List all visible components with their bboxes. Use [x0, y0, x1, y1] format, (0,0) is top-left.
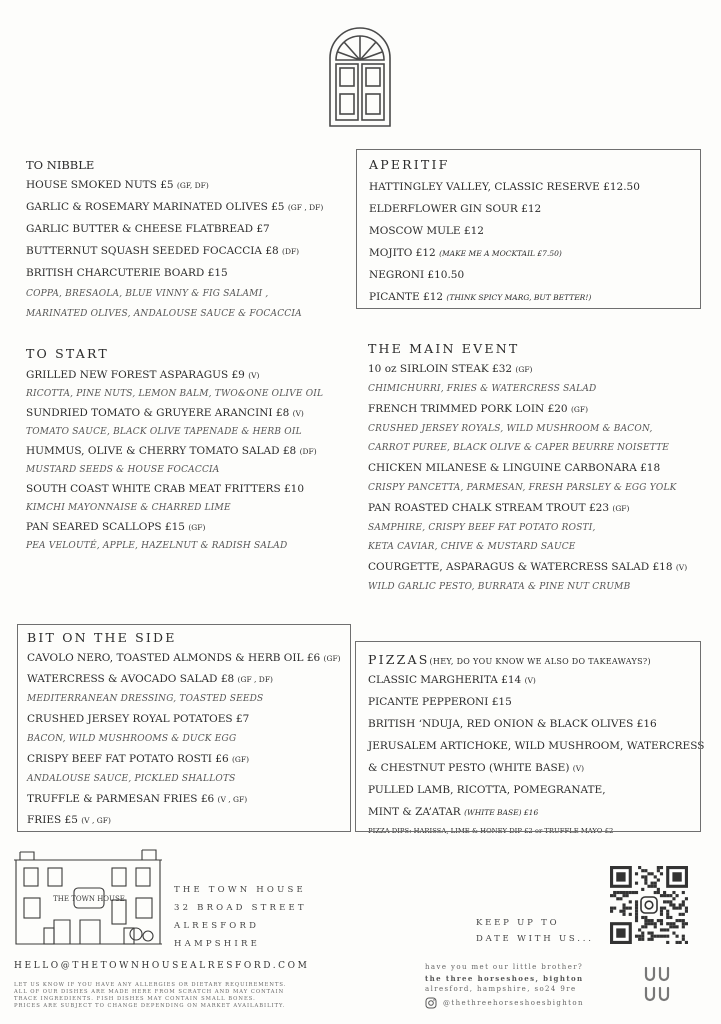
menu-item — [26, 406, 323, 421]
address-line-4: HAMPSHIRE — [174, 939, 260, 949]
menu-item-tag: (GF , DF) — [237, 675, 273, 684]
menu-item-description: PEA VELOUTÉ, APPLE, HAZELNUT & RADISH SALAD — [26, 541, 288, 551]
menu-item — [27, 752, 341, 767]
menu-item-name: HUMMUS, OLIVE & CHERRY TOMATO SALAD £8 — [26, 445, 297, 457]
menu-item-tag: (GF) — [515, 365, 533, 374]
address-line-1: THE TOWN HOUSE — [174, 885, 306, 895]
brother-line-3: alresford, hampshire, so24 9re — [425, 985, 577, 993]
menu-item-description: WILD GARLIC PESTO, BURRATA & PINE NUT CRUMB — [368, 582, 631, 592]
menu-item — [368, 362, 687, 377]
menu-item — [26, 444, 323, 459]
menu-item-description: RICOTTA, PINE NUTS, LEMON BALM, TWO&ONE OLIVE OIL — [26, 389, 324, 399]
pizza-dips: PIZZA DIPS: HARISSA, LIME & HONEY DIP £2 or TRUFFLE MAYO £2 — [368, 827, 614, 835]
pizzas-subtitle: (HEY, DO YOU KNOW WE ALSO DO TAKEAWAYS?) — [429, 657, 651, 666]
menu-item-name: CRISPY BEEF FAT POTATO ROSTI £6 — [27, 753, 229, 765]
door-logo — [322, 20, 398, 130]
menu-item-name: HATTINGLEY VALLEY, CLASSIC RESERVE £12.50 — [369, 181, 640, 193]
menu-item — [368, 560, 687, 575]
notice-line-3: TRACE INGREDIENTS. FISH DISHES MAY CONTAIN SMALL BONES. — [14, 996, 256, 1002]
menu-item-name: & CHESTNUT PESTO (WHITE BASE) — [368, 762, 570, 774]
menu-item-name: PICANTE £12 — [369, 291, 444, 303]
menu-item — [27, 651, 341, 666]
menu-item-name: GARLIC & ROSEMARY MARINATED OLIVES £5 — [26, 201, 285, 213]
menu-item-name: SUNDRIED TOMATO & GRUYERE ARANCINI £8 — [26, 407, 290, 419]
menu-item — [369, 224, 640, 239]
menu-item-description: CRUSHED JERSEY ROYALS, WILD MUSHROOM & BACON, — [368, 424, 653, 434]
menu-item-name: GARLIC BUTTER & CHEESE FLATBREAD £7 — [26, 223, 270, 235]
menu-item-name: 10 oz SIRLOIN STEAK £32 — [368, 363, 513, 375]
menu-item-tag: (GF) — [188, 523, 206, 532]
horseshoes-logo — [642, 966, 684, 1006]
townhouse-sketch — [14, 848, 164, 950]
menu-item-tag: (GF) — [612, 504, 630, 513]
menu-item-description: SAMPHIRE, CRISPY BEEF FAT POTATO ROSTI, — [368, 523, 596, 533]
aperitif-box — [356, 149, 701, 309]
pizzas-box — [355, 641, 701, 832]
menu-item — [26, 482, 323, 497]
menu-item-tag: (V , GF) — [217, 795, 248, 804]
notice-line-4: PRICES ARE SUBJECT TO CHANGE DEPENDING ON MARKET AVAILABILITY. — [14, 1003, 286, 1009]
menu-item — [26, 222, 323, 237]
menu-item-tag: (V) — [292, 409, 304, 418]
menu-item-tag: (DF) — [299, 447, 317, 456]
menu-item — [368, 461, 687, 476]
menu-item — [27, 712, 341, 727]
allergy-notice — [14, 982, 286, 1010]
menu-item-tag: (GF) — [570, 405, 589, 414]
menu-item-description: CARROT PUREE, BLACK OLIVE & CAPER BEURRE NOISETTE — [368, 443, 670, 453]
menu-item-tag: (V) — [248, 371, 260, 380]
menu-item-name: BRITISH CHARCUTERIE BOARD £15 — [26, 267, 228, 279]
menu-item-tag: (GF, DF) — [176, 181, 209, 190]
menu-item — [369, 290, 640, 305]
menu-item-name: PULLED LAMB, RICOTTA, POMEGRANATE, — [368, 784, 606, 796]
menu-item-description: TOMATO SAUCE, BLACK OLIVE TAPENADE & HERB OIL — [26, 427, 302, 437]
qr-code[interactable] — [610, 866, 688, 944]
menu-item-description: MARINATED OLIVES, ANDALOUSE SAUCE & FOCACCIA — [26, 309, 302, 319]
menu-item-tag: (V) — [572, 764, 585, 773]
keep-up-block — [476, 915, 594, 947]
brother-line-2: the three horseshoes, bighton — [425, 974, 584, 983]
brother-instagram[interactable]: @thethreehorseshoesbighton — [443, 998, 584, 1007]
to-start-section — [26, 346, 323, 558]
menu-item-name: GRILLED NEW FOREST ASPARAGUS £9 — [26, 369, 245, 381]
menu-item — [368, 501, 687, 516]
menu-item — [369, 180, 640, 195]
menu-item — [369, 268, 640, 283]
section-title-start: TO START — [26, 346, 109, 361]
section-title-side: BIT ON THE SIDE — [27, 630, 177, 645]
notice-line-1: LET US KNOW IF YOU HAVE ANY ALLERGIES OR DIETARY REQUIREMENTS. — [14, 982, 287, 988]
menu-item-description: COPPA, BRESAOLA, BLUE VINNY & FIG SALAMI , — [26, 289, 269, 299]
menu-item — [27, 813, 341, 828]
menu-item-tag: (GF) — [231, 755, 250, 764]
email-link[interactable]: HELLO@THETOWNHOUSEALRESFORD.COM — [14, 961, 310, 971]
menu-item-description: BACON, WILD MUSHROOMS & DUCK EGG — [27, 734, 237, 744]
menu-item-name: MINT & ZA’ATAR — [368, 806, 461, 818]
menu-item-description: KIMCHI MAYONNAISE & CHARRED LIME — [26, 503, 231, 513]
menu-item-name: SOUTH COAST WHITE CRAB MEAT FRITTERS £10 — [26, 483, 305, 495]
menu-item — [368, 402, 687, 417]
address-block — [174, 881, 307, 953]
menu-item-name: JERUSALEM ARTICHOKE, WILD MUSHROOM, WATERCRESS — [368, 740, 705, 752]
menu-item — [27, 792, 341, 807]
keep-up-line-1: KEEP UP TO — [476, 918, 560, 928]
menu-item-description: KETA CAVIAR, CHIVE & MUSTARD SAUCE — [368, 542, 576, 552]
menu-item-name: PAN ROASTED CHALK STREAM TROUT £23 — [368, 502, 610, 514]
menu-item-name: BRITISH ‘NDUJA, RED ONION & BLACK OLIVES £16 — [368, 718, 657, 730]
address-line-3: ALRESFORD — [174, 921, 260, 931]
menu-item-description: ANDALOUSE SAUCE, PICKLED SHALLOTS — [27, 774, 236, 784]
main-event-section — [368, 341, 687, 600]
menu-item-description: MEDITERRANEAN DRESSING, TOASTED SEEDS — [27, 694, 264, 704]
menu-item-tag: (DF) — [282, 247, 300, 256]
keep-up-line-2: DATE WITH US... — [476, 934, 594, 944]
menu-item — [26, 368, 323, 383]
menu-item-description: CRISPY PANCETTA, PARMESAN, FRESH PARSLEY & EGG YOLK — [368, 483, 677, 493]
section-title-aperitif: APERITIF — [369, 157, 450, 172]
menu-item-name: WATERCRESS & AVOCADO SALAD £8 — [27, 673, 235, 685]
menu-item — [26, 178, 323, 193]
menu-item-name: CAVOLO NERO, TOASTED ALMONDS & HERB OIL £6 — [27, 652, 321, 664]
menu-item-name: CHICKEN MILANESE & LINGUINE CARBONARA £18 — [368, 462, 661, 474]
menu-item-name: NEGRONI £10.50 — [369, 269, 465, 281]
menu-item-description: MUSTARD SEEDS & HOUSE FOCACCIA — [26, 465, 220, 475]
menu-item-name: BUTTERNUT SQUASH SEEDED FOCACCIA £8 — [26, 245, 279, 257]
menu-item-description: CHIMICHURRI, FRIES & WATERCRESS SALAD — [368, 384, 597, 394]
menu-item-name: FRIES £5 — [27, 814, 78, 826]
menu-item — [26, 244, 323, 259]
menu-item-name: HOUSE SMOKED NUTS £5 — [26, 179, 174, 191]
notice-line-2: ALL OF OUR DISHES ARE MADE HERE FROM SCRATCH AND MAY CONTAIN — [14, 989, 285, 995]
menu-item-tag: (GF , DF) — [287, 203, 324, 212]
menu-item-tag: (MAKE ME A MOCKTAIL £7.50) — [439, 249, 562, 258]
menu-item-tag: (V , GF) — [81, 816, 111, 825]
menu-item-name: FRENCH TRIMMED PORK LOIN £20 — [368, 403, 568, 415]
menu-item-name: CRUSHED JERSEY ROYAL POTATOES £7 — [27, 713, 250, 725]
menu-item-name: MOJITO £12 — [369, 247, 436, 259]
brother-block — [425, 962, 584, 1009]
section-title-pizzas: PIZZAS — [368, 652, 430, 667]
to-nibble-section — [26, 158, 323, 328]
menu-item-name: PAN SEARED SCALLOPS £15 — [26, 521, 185, 533]
address-line-2: 32 BROAD STREET — [174, 903, 307, 913]
townhouse-sign: THE TOWN HOUSE — [53, 895, 125, 903]
menu-item — [369, 246, 640, 261]
menu-item-name: ELDERFLOWER GIN SOUR £12 — [369, 203, 542, 215]
menu-item — [369, 202, 640, 217]
section-title-nibble: TO NIBBLE — [26, 158, 95, 172]
side-box — [17, 624, 351, 832]
menu-item-tag: (WHITE BASE) £16 — [464, 808, 539, 817]
section-title-main-event: THE MAIN EVENT — [368, 341, 520, 356]
menu-item-tag: (V) — [524, 676, 536, 685]
menu-item-name: CLASSIC MARGHERITA £14 — [368, 674, 522, 686]
menu-item-tag: (THINK SPICY MARG, BUT BETTER!) — [446, 293, 592, 302]
menu-item — [27, 672, 341, 687]
brother-line-1: have you met our little brother? — [425, 963, 584, 971]
menu-item-name: TRUFFLE & PARMESAN FRIES £6 — [27, 793, 215, 805]
menu-item-name: COURGETTE, ASPARAGUS & WATERCRESS SALAD £18 — [368, 561, 673, 573]
menu-item-name: PICANTE PEPPERONI £15 — [368, 696, 512, 708]
menu-item — [26, 200, 323, 215]
menu-item — [26, 520, 323, 535]
menu-item-name: MOSCOW MULE £12 — [369, 225, 484, 237]
menu-item-tag: (V) — [675, 563, 688, 572]
menu-item — [26, 266, 323, 281]
instagram-icon[interactable] — [425, 997, 437, 1009]
menu-item-tag: (GF) — [323, 654, 341, 663]
